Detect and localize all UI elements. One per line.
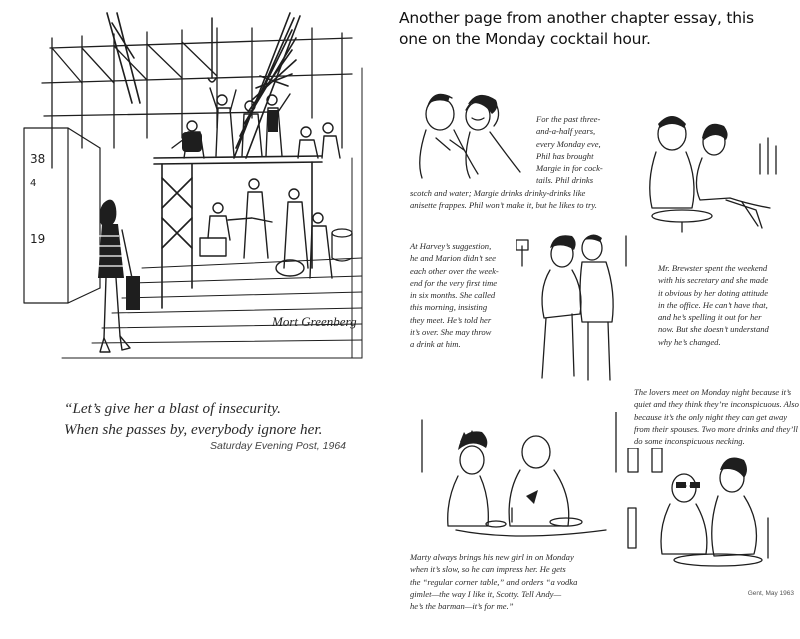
panel-1-line: For the past three-	[536, 114, 601, 124]
blog-note-line-1: Another page from another chapter essay, this	[399, 9, 754, 27]
panel-1-line: scotch and water; Margie drinks drinky-drinks like	[410, 188, 586, 198]
marty-new-girl-sketch	[416, 412, 620, 542]
panel-5-line: he’s the barman—it’s for me.”	[410, 601, 514, 612]
panel-1-line: every Monday eve,	[536, 138, 601, 149]
panel-3-line: why he’s changed.	[658, 336, 721, 347]
panel-3-line: with his secretary and she made	[658, 275, 769, 286]
cartoon-caption	[64, 398, 394, 440]
panel-3-text	[658, 262, 798, 348]
caption-source: Saturday Evening Post, 1964	[209, 440, 346, 452]
construction-workers-cartoon	[22, 8, 380, 364]
panel-2-line: he and Marion didn’t see	[410, 253, 496, 264]
panel-5-line: Marty always brings his new girl in on Monday	[410, 552, 574, 562]
panel-3-line: Mr. Brewster spent the weekend	[658, 263, 768, 273]
panel-3-line: now. But she doesn’t understand	[658, 324, 769, 335]
panel-1-tail	[410, 187, 650, 212]
panel-3-line: and he’s spelling it out for her	[658, 312, 762, 323]
artist-signature: Mort Greenberg	[272, 314, 357, 329]
panel-1-line: anisette frappes. Phil won’t make it, but he likes to try.	[410, 200, 597, 211]
left-page	[0, 0, 396, 639]
panel-5-line: the “regular corner table,” and orders “a vodka	[410, 576, 578, 587]
panel-5-line: when it’s slow, so he can impress her. He gets	[410, 564, 566, 575]
panel-3-line: in the office. He can’t have that,	[658, 299, 768, 310]
lovers-sketch	[608, 448, 796, 578]
svg-text:19: 19	[30, 232, 46, 246]
panel-2-line: this morning, insisting	[410, 302, 488, 313]
panel-2-text	[410, 240, 530, 351]
harvey-marion-sketch	[516, 226, 640, 388]
panel-2-line: in six months. She called	[410, 290, 496, 301]
blog-note	[399, 8, 799, 50]
panel-5-text	[410, 551, 620, 612]
panel-4-line: quiet and they think they’re inconspicuous. Also	[634, 399, 799, 410]
brewster-secretary-sketch	[642, 104, 792, 234]
panel-2-line: each other over the week-	[410, 265, 499, 276]
right-page	[396, 0, 800, 639]
panel-4-line: do some inconspicuous necking.	[634, 436, 745, 447]
page-credit: Gent, May 1963	[747, 590, 794, 597]
panel-1-line: tails. Phil drinks	[536, 175, 594, 186]
panel-5-line: gimlet—the way I like it, Scotty. Tell Andy—	[410, 588, 562, 599]
panel-2-line: a drink at him.	[410, 339, 461, 350]
panel-3-line: it obvious by her doting attitude	[658, 287, 769, 298]
panel-4-text	[634, 386, 800, 447]
phil-margie-sketch	[410, 80, 526, 180]
panel-4-line: because it’s the only night they can get away	[634, 411, 788, 422]
panel-1-text	[536, 113, 646, 187]
caption-line-2: When she passes by, everybody ignore her.	[64, 421, 323, 438]
panel-2-line: they meet. He’s told her	[410, 314, 492, 325]
panel-2-line: At Harvey’s suggestion,	[410, 241, 492, 251]
panel-4-line: from their spouses. Two more drinks and they’ll	[634, 423, 798, 434]
panel-1-line: and-a-half years,	[536, 126, 596, 137]
panel-1-line: Margie in for cock-	[536, 163, 603, 174]
panel-4-line: The lovers meet on Monday night because it’s	[634, 387, 792, 397]
svg-text:4: 4	[30, 178, 37, 189]
blog-note-line-2: one on the Monday cocktail hour.	[399, 30, 651, 48]
panel-2-line: it’s over. She may throw	[410, 327, 492, 338]
caption-line-1: “Let’s give her a blast of insecurity.	[64, 400, 281, 417]
svg-text:38: 38	[30, 152, 46, 166]
panel-2-line: end for the very first time	[410, 277, 498, 288]
panel-1-line: Phil has brought	[536, 150, 594, 161]
